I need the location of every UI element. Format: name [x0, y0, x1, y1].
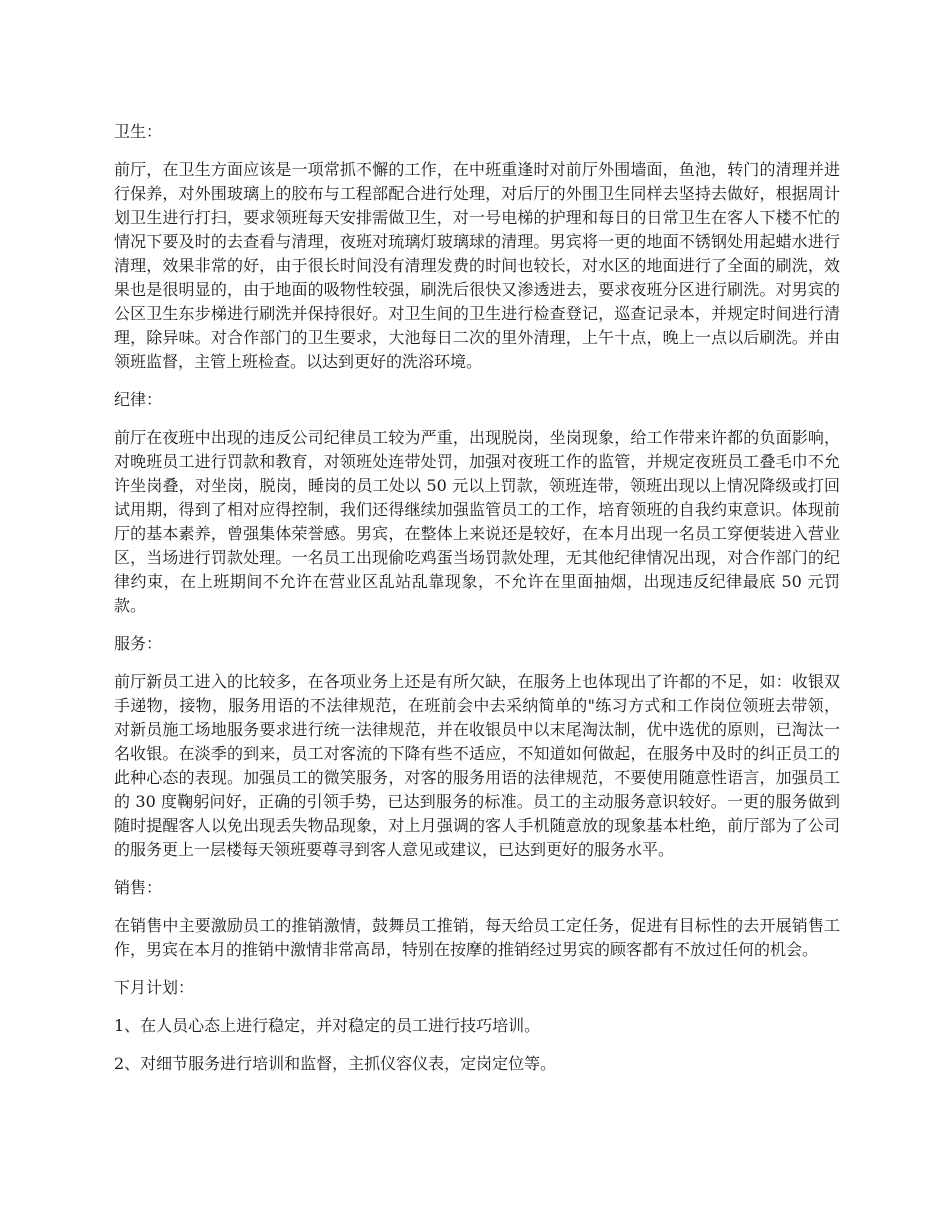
plan-item: 1、在人员心态上进行稳定，并对稳定的员工进行技巧培训。 [114, 1016, 541, 1035]
section-heading-discipline: 纪律： [114, 390, 163, 409]
document-page [114, 120, 840, 1090]
section-body-discipline: 前厅在夜班中出现的违反公司纪律员工较为严重，出现脱岗，坐岗现象，给工作带来许都的负面影响，对晚班员工进行罚款和教育，对领班处连带处罚，加强对夜班工作的监管，并规定夜班员工叠毛巾不允许坐岗叠，对坐岗，脱岗，睡岗的员工处以 50 元以上罚款，领班连带，领班出现以上情况降级或打回试用期，得到了相对应得控制，我们还得继续加强监管员工的工作，培育领班的自我约束意识。体现前厅的基本素养，曾强集体荣誉感。男宾，在整体上来说还是较好，在本月出现一名员工穿便装进入营业区，当场进行罚款处理。一名员工出现偷吃鸡蛋当场罚款处理，无其他纪律情况出现，对合作部门的纪律约束，在上班期间不允许在营业区乱站乱靠现象，不允许在里面抽烟，出现违反纪律最底 50 元罚款。 [114, 428, 840, 615]
section-heading-next-month-plan: 下月计划： [114, 978, 195, 997]
plan-item: 2、对细节服务进行培训和监督，主抓仪容仪表，定岗定位等。 [114, 1054, 557, 1073]
section-body-sales: 在销售中主要激励员工的推销激情，鼓舞员工推销，每天给员工定任务，促进有目标性的去开展销售工作，男宾在本月的推销中激情非常高昂，特别在按摩的推销经过男宾的顾客都有不放过任何的机会。 [114, 916, 840, 959]
section-heading-hygiene: 卫生： [114, 122, 163, 141]
section-heading-service: 服务： [114, 634, 163, 653]
section-body-service: 前厅新员工进入的比较多，在各项业务上还是有所欠缺，在服务上也体现出了许都的不足，如：收银双手递物，接物，服务用语的不法律规范，在班前会中去采纳简单的"练习方式和工作岗位领班去带领，对新员施工场地服务要求进行统一法律规范，并在收银员中以末尾淘汰制，优中选优的原则，已淘汰一名收银。在淡季的到来，员工对客流的下降有些不适应，不知道如何做起，在服务中及时的纠正员工的此种心态的表现。加强员工的微笑服务，对客的服务用语的法律规范，不要使用随意性语言，加强员工的 30 度鞠躬问好，正确的引领手势，已达到服务的标准。员工的主动服务意识较好。一更的服务做到随时提醒客人以免出现丢失物品现象，对上月强调的客人手机随意放的现象基本杜绝，前厅部为了公司的服务更上一层楼每天领班要尊寻到客人意见或建议，已达到更好的服务水平。 [114, 672, 840, 859]
section-heading-sales: 销售： [114, 878, 163, 897]
section-body-hygiene: 前厅，在卫生方面应该是一项常抓不懈的工作，在中班重逢时对前厅外围墙面，鱼池，转门的清理并进行保养，对外围玻璃上的胶布与工程部配合进行处理，对后厅的外围卫生同样去坚持去做好，根据周计划卫生进行打扫，要求领班每天安排需做卫生，对一号电梯的护理和每日的日常卫生在客人下楼不忙的情况下要及时的去查看与清理，夜班对琉璃灯玻璃球的清理。男宾将一更的地面不锈钢处用起蜡水进行清理，效果非常的好，由于很长时间没有清理发费的时间也较长，对水区的地面进行了全面的刷洗，效果也是很明显的，由于地面的吸物性较强，刷洗后很快又渗透进去，要求夜班分区进行刷洗。对男宾的公区卫生东步梯进行刷洗并保持很好。对卫生间的卫生进行检查登记，巡查记录本，并规定时间进行清理，除异味。对合作部门的卫生要求，大池每日二次的里外清理，上午十点，晚上一点以后刷洗。并由领班监督，主管上班检查。以达到更好的洗浴环境。 [114, 160, 840, 371]
